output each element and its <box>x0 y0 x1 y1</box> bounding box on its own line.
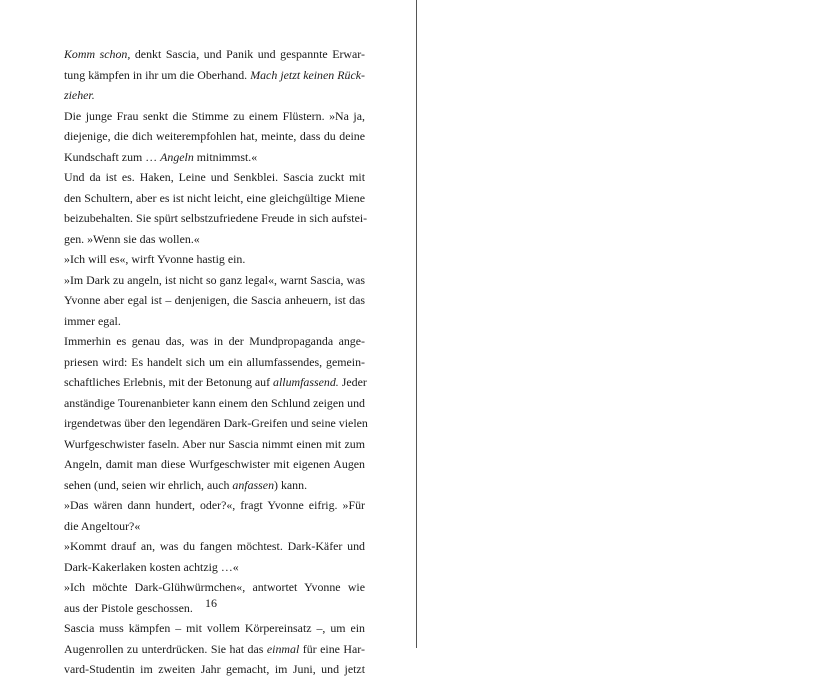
text-line <box>64 372 365 393</box>
left-page-number: 16 <box>205 596 217 610</box>
text-line <box>64 249 365 270</box>
text-run: beizubehalten. Sie spürt selbstzufriedene Freude in sich aufstei- <box>64 211 368 225</box>
emphasis-text: Angeln <box>160 149 194 164</box>
text-run: für eine Har- <box>299 641 365 656</box>
text-run: ) kann. <box>274 477 308 492</box>
text-run: Dark-Kakerlaken kosten achtzig …« <box>64 559 239 574</box>
text-run: Yvonne aber egal ist – denjenigen, die Sascia anheuern, ist das <box>64 293 365 307</box>
text-line <box>64 229 365 250</box>
emphasis-text: anfassen <box>232 477 275 492</box>
text-run: aus der Pistole geschossen. <box>64 600 193 615</box>
text-line <box>64 454 365 475</box>
text-run: anständige Tourenanbieter kann einem den Schlund zeigen und <box>64 395 365 410</box>
text-line <box>64 495 365 516</box>
text-line <box>64 577 365 598</box>
text-line <box>64 106 365 127</box>
text-run: Wurfgeschwister faseln. Aber nur Sascia nimmt einen mit zum <box>64 436 365 451</box>
text-run: »Im Dark zu angeln, ist nicht so ganz legal«, warnt Sascia, was <box>64 272 365 287</box>
text-line <box>64 188 365 209</box>
text-run: priesen wird: Es handelt sich um ein allumfassendes, gemein- <box>64 354 365 369</box>
text-line <box>64 65 365 86</box>
text-line <box>64 331 365 352</box>
text-run: Die junge Frau senkt die Stimme zu einem Flüstern. »Na ja, <box>64 108 365 123</box>
text-line <box>64 434 365 455</box>
text-line <box>64 147 365 168</box>
text-run: »Kommt drauf an, was du fangen möchtest. Dark-Käfer und <box>64 539 365 553</box>
text-line <box>64 352 365 373</box>
text-line <box>64 208 368 229</box>
text-run: mitnimmst.« <box>193 149 258 164</box>
text-run: Jeder <box>338 375 367 389</box>
text-line <box>64 413 368 434</box>
emphasis-text: Komm schon, <box>64 47 131 61</box>
text-run: diejenige, die dich weiterempfohlen hat, meinte, dass du deine <box>64 129 365 143</box>
text-run: vard-Studentin im zweiten Jahr gemacht, im Juni, und jetzt <box>64 662 365 676</box>
text-run: »Ich möchte Dark-Glühwürmchen«, antwortet Yvonne wie <box>64 580 365 594</box>
text-run: Sascia muss kämpfen – mit vollem Körpereinsatz –, um ein <box>64 621 365 635</box>
text-run: »Das wären dann hundert, oder?«, fragt Yvonne eifrig. »Für <box>64 498 365 512</box>
text-run: gen. »Wenn sie das wollen.« <box>64 231 200 246</box>
text-run: Augenrollen zu unterdrücken. Sie hat das <box>64 641 267 656</box>
text-run: immer egal. <box>64 313 121 328</box>
text-run: denkt Sascia, und Panik und gespannte Erwar- <box>130 47 365 61</box>
text-line <box>64 659 365 680</box>
text-run: Und da ist es. Haken, Leine und Senkblei. Sascia zuckt mit <box>64 170 365 184</box>
text-line <box>64 126 365 147</box>
emphasis-text: einmal <box>266 641 300 656</box>
text-line <box>64 557 365 578</box>
text-line <box>64 270 365 291</box>
emphasis-text: zieher. <box>64 88 95 102</box>
right-page <box>416 0 832 648</box>
text-line <box>64 475 365 496</box>
text-line <box>64 85 365 106</box>
text-run: den Schultern, aber es ist nicht leicht, eine gleichgültige Miene <box>64 190 365 205</box>
text-run: Immerhin es genau das, was in der Mundpropaganda ange- <box>64 334 365 348</box>
text-run: Kundschaft zum … <box>64 149 161 164</box>
text-run: »Ich will es«, wirft Yvonne hastig ein. <box>64 252 246 266</box>
left-page-text <box>64 44 368 680</box>
text-line <box>64 290 365 311</box>
text-line <box>64 311 365 332</box>
text-run: schaftliches Erlebnis, mit der Betonung auf <box>64 375 274 389</box>
text-run: die Angeltour?« <box>64 518 141 533</box>
text-run: Angeln, damit man diese Wurfgeschwister mit eigenen Augen <box>64 457 365 471</box>
emphasis-text: Mach jetzt keinen Rück- <box>250 67 365 82</box>
text-line <box>64 618 365 639</box>
text-run: tung kämpfen in ihr um die Oberhand. <box>64 67 251 82</box>
text-run: sehen (und, seien wir ehrlich, auch <box>64 477 233 492</box>
text-line <box>64 536 365 557</box>
left-page <box>0 0 416 676</box>
text-line <box>64 516 365 537</box>
text-line <box>64 44 365 65</box>
emphasis-text: allumfassend. <box>273 375 339 389</box>
text-line <box>64 167 365 188</box>
text-line <box>64 639 365 660</box>
text-line <box>64 393 365 414</box>
text-run: irgendetwas über den legendären Dark-Greifen und seine vielen <box>64 416 368 430</box>
